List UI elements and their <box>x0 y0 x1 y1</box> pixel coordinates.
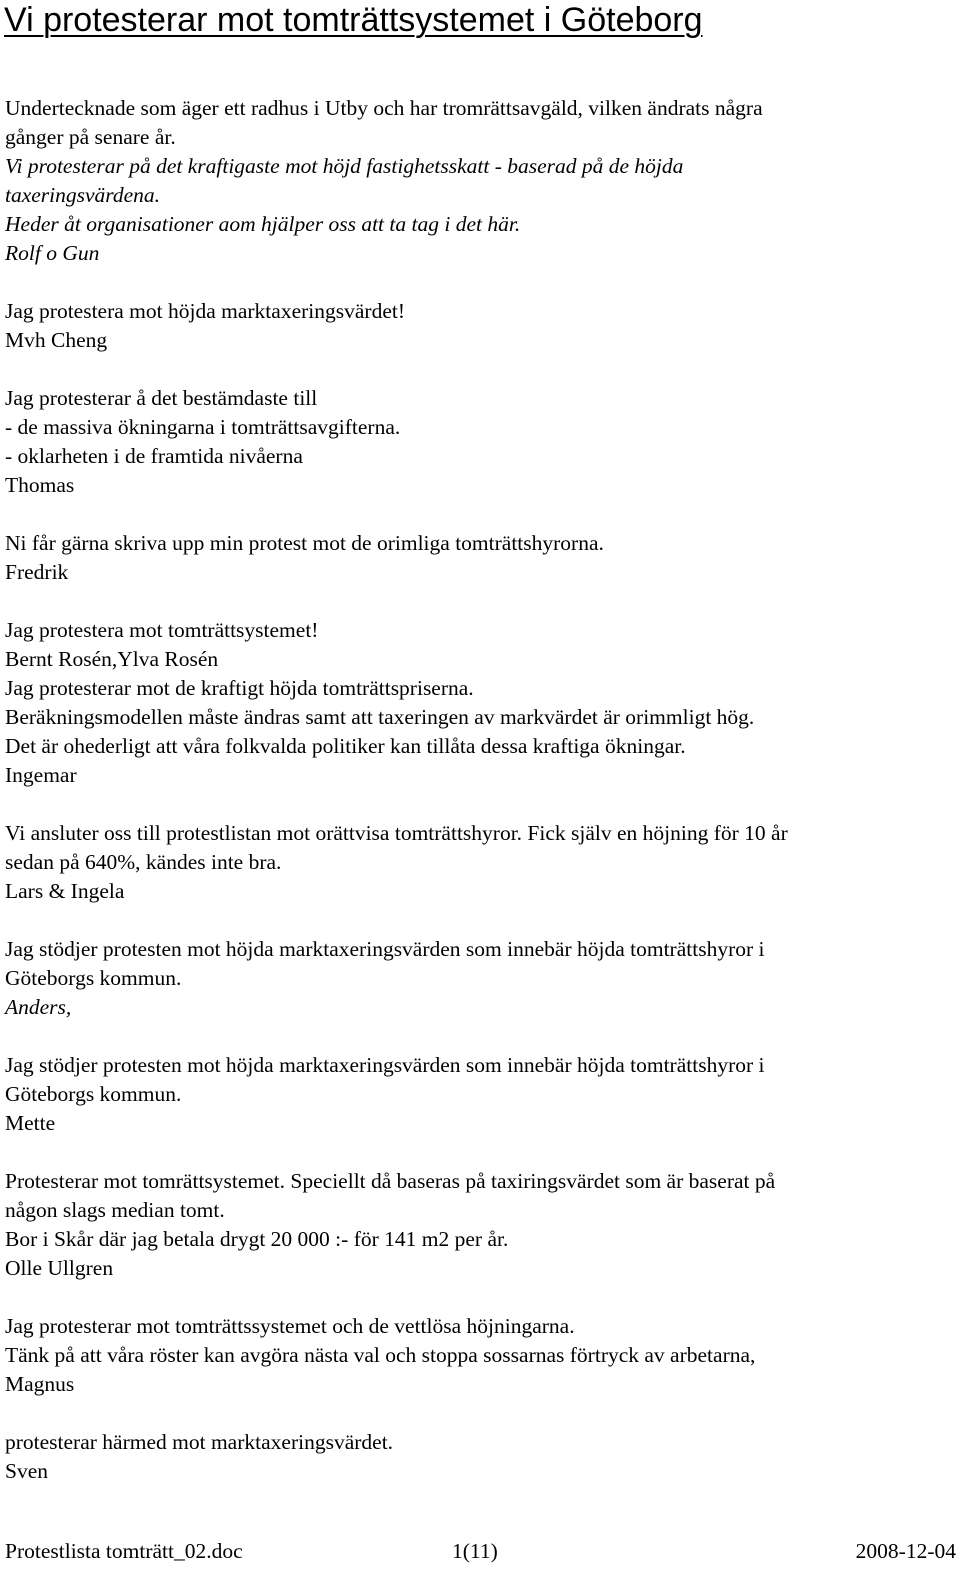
entry-text-line: någon slags median tomt. <box>5 1198 225 1222</box>
footer-page-number: 1(11) <box>452 1539 498 1563</box>
entry-signature: Olle Ullgren <box>5 1256 114 1280</box>
entry-text-line: Göteborgs kommun. <box>5 966 182 990</box>
entry-signature: Rolf o Gun <box>5 241 100 265</box>
entry-text-line: Undertecknade som äger ett radhus i Utby och har tromrättsavgäld, vilken ändrats några <box>5 96 763 120</box>
entry-text-line: Jag protesterar å det bestämdaste till <box>5 386 318 410</box>
entry-text-line: Jag stödjer protesten mot höjda marktaxeringsvärden som innebär höjda tomträttshyror i <box>5 1053 765 1077</box>
entry-text-line: Tänk på att våra röster kan avgöra nästa val och stoppa sossarnas förtryck av arbetarna, <box>5 1343 756 1367</box>
entry-text-line: Jag protestera mot höjda marktaxeringsvärdet! <box>5 299 405 323</box>
entry-text-line: Protesterar mot tomrättsystemet. Speciellt då baseras på taxiringsvärdet som är baserat på <box>5 1169 776 1193</box>
entry-text-line: Heder åt organisationer aom hjälper oss att ta tag i det här. <box>5 212 521 236</box>
entry-text-line: Ni får gärna skriva upp min protest mot de orimliga tomträttshyrorna. <box>5 531 604 555</box>
entry-text-line: Det är ohederligt att våra folkvalda politiker kan tillåta dessa kraftiga ökningar. <box>5 734 686 758</box>
entry-text-line: - oklarheten i de framtida nivåerna <box>5 444 303 468</box>
document-title: Vi protesterar mot tomträttsystemet i Göteborg <box>4 1 703 39</box>
entry-signature: Anders, <box>5 995 72 1019</box>
footer-filename: Protestlista tomträtt_02.doc <box>5 1539 243 1563</box>
entry-text-line: Beräkningsmodellen måste ändras samt att taxeringen av markvärdet är orimmligt hög. <box>5 705 755 729</box>
entry-text-line: Vi protesterar på det kraftigaste mot höjd fastighetsskatt - baserad på de höjda <box>5 154 684 178</box>
entry-text-line: Jag protestera mot tomträttsystemet! <box>5 618 319 642</box>
entry-text-line: Jag protesterar mot de kraftigt höjda tomträttspriserna. <box>5 676 474 700</box>
entry-signature: Thomas <box>5 473 75 497</box>
entry-text-line: sedan på 640%, kändes inte bra. <box>5 850 282 874</box>
entry-signature: Bernt Rosén,Ylva Rosén <box>5 647 219 671</box>
entry-text-line: Bor i Skår där jag betala drygt 20 000 :- för 141 m2 per år. <box>5 1227 509 1251</box>
entry-signature: Mette <box>5 1111 56 1135</box>
entry-text-line: Göteborgs kommun. <box>5 1082 182 1106</box>
entry-signature: Fredrik <box>5 560 69 584</box>
entry-text-line: Jag protesterar mot tomträttssystemet och de vettlösa höjningarna. <box>5 1314 575 1338</box>
entry-signature: Magnus <box>5 1372 75 1396</box>
entry-text-line: Vi ansluter oss till protestlistan mot orättvisa tomträttshyror. Fick själv en höjning för 10 år <box>5 821 788 845</box>
entry-text-line: gånger på senare år. <box>5 125 176 149</box>
entry-signature: Ingemar <box>5 763 77 787</box>
footer-date: 2008-12-04 <box>855 1539 956 1563</box>
entry-text-line: - de massiva ökningarna i tomträttsavgifterna. <box>5 415 401 439</box>
entry-signature: Mvh Cheng <box>5 328 108 352</box>
entry-signature: Sven <box>5 1459 48 1483</box>
entry-text-line: taxeringsvärdena. <box>5 183 161 207</box>
entry-signature: Lars & Ingela <box>5 879 125 903</box>
entry-text-line: protesterar härmed mot marktaxeringsvärdet. <box>5 1430 394 1454</box>
entry-text-line: Jag stödjer protesten mot höjda marktaxeringsvärden som innebär höjda tomträttshyror i <box>5 937 765 961</box>
